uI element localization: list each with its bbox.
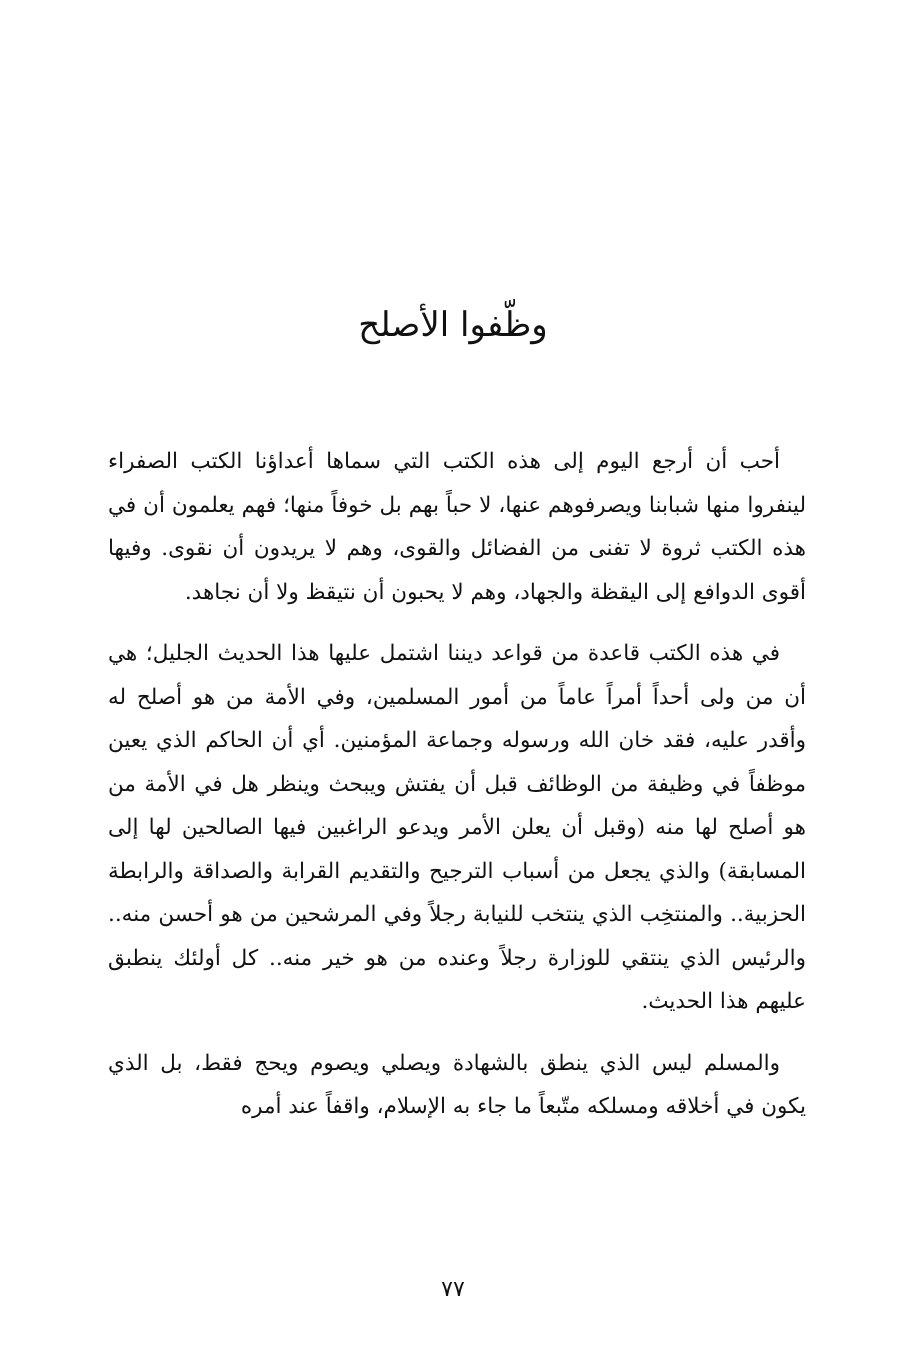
- page-number: ٧٧: [441, 1277, 465, 1302]
- paragraph-2: في هذه الكتب قاعدة من قواعد ديننا اشتمل عليها هذا الحديث الجليل؛ هي أن من ولى أحداً أمراً عاماً من أمور المسلمين، وفي الأمة من هو أصلح له وأقدر عليه، فقد خان الله ورسوله وجماعة المؤمنين. أي أن الحاكم الذي يعين موظفاً في وظيفة من الوظائف قبل أن يفتش ويبحث وينظر هل في الأمة من هو أصلح لها منه (وقبل أن يعلن الأمر ويدعو الراغبين فيها الصالحين لها إلى المسابقة) والذي يجعل من أسباب الترجيح والتقديم القرابة والصداقة والرابطة الحزبية.. والمنتخِب الذي ينتخب للنيابة رجلاً وفي المرشحين من هو أحسن منه.. والرئيس الذي ينتقي للوزارة رجلاً وعنده من هو خير منه.. كل أولئك ينطبق عليهم هذا الحديث.: [108, 641, 806, 1014]
- body-text: [108, 440, 806, 1147]
- paragraph-1: أحب أن أرجع اليوم إلى هذه الكتب التي سماها أعداؤنا الكتب الصفراء لينفروا منها شبابنا ويصرفوهم عنها، لا حباً بهم بل خوفاً منها؛ فهم يعلمون أن في هذه الكتب ثروة لا تفنى من الفضائل والقوى، وهم لا يريدون أن نقوى. وفيها أقوى الدوافع إلى اليقظة والجهاد، وهم لا يحبون أن نتيقظ ولا أن نجاهد.: [108, 449, 806, 605]
- chapter-title: وظّفوا الأصلح: [358, 305, 548, 345]
- paragraph-3: والمسلم ليس الذي ينطق بالشهادة ويصلي ويصوم ويحج فقط، بل الذي يكون في أخلاقه ومسلكه متّبعاً ما جاء به الإسلام، واقفاً عند أمره: [108, 1050, 806, 1119]
